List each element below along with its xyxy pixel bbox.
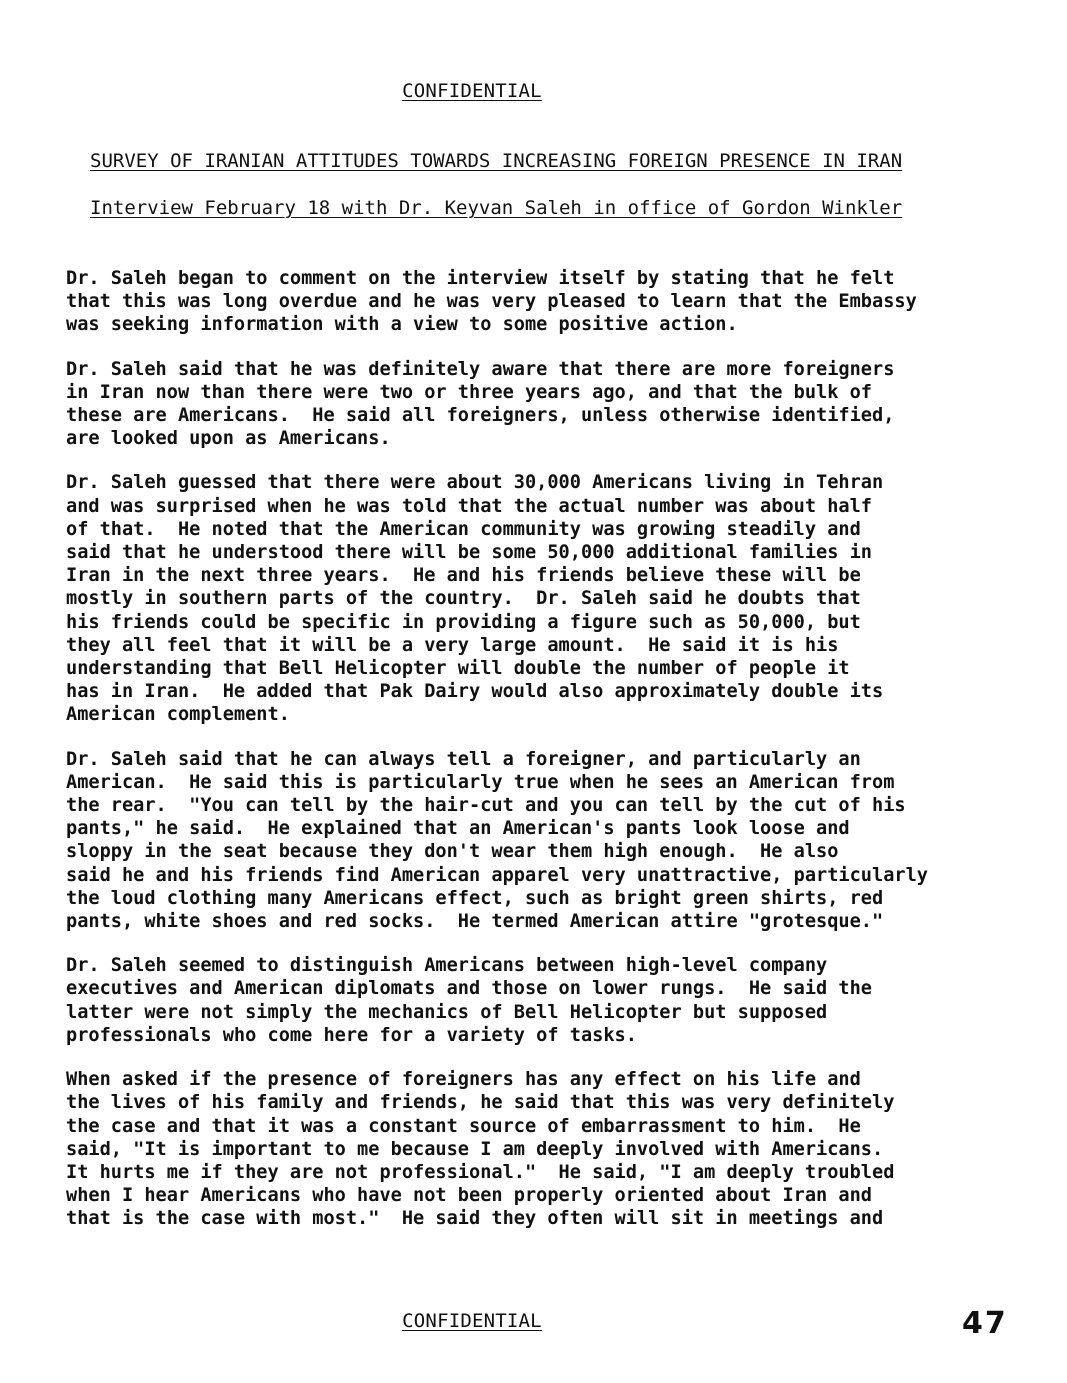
text-line: sloppy in the seat because they don't wear them high enough. He also bbox=[66, 841, 839, 863]
paragraph-1 bbox=[66, 267, 966, 337]
text-line: professionals who come here for a variety of tasks. bbox=[66, 1024, 637, 1046]
text-line: Dr. Saleh began to comment on the interview itself by stating that he felt bbox=[66, 268, 895, 289]
text-line: American complement. bbox=[66, 704, 290, 726]
text-line: was seeking information with a view to some positive action. bbox=[66, 314, 738, 336]
text-line: the rear. "You can tell by the hair-cut and you can tell by the cut of his bbox=[66, 795, 906, 817]
text-line: Dr. Saleh said that he was definitely aware that there are more foreigners bbox=[66, 358, 895, 380]
document-body bbox=[66, 267, 966, 1252]
text-line: American. He said this is particularly true when he sees an American from bbox=[66, 771, 895, 793]
text-line: these are Americans. He said all foreigners, unless otherwise identified, bbox=[66, 405, 895, 427]
text-line: when I hear Americans who have not been properly oriented about Iran and bbox=[66, 1185, 872, 1207]
paragraph-2 bbox=[66, 358, 966, 451]
text-line: the case and that it was a constant source of embarrassment to him. He bbox=[66, 1115, 861, 1137]
text-line: When asked if the presence of foreigners has any effect on his life and bbox=[66, 1069, 861, 1091]
text-line: latter were not simply the mechanics of Bell Helicopter but supposed bbox=[66, 1001, 828, 1023]
text-line: Dr. Saleh seemed to distinguish Americans between high-level company bbox=[66, 955, 828, 977]
text-line: Dr. Saleh guessed that there were about 30,000 Americans living in Tehran bbox=[66, 472, 884, 494]
text-line: executives and American diplomats and those on lower rungs. He said the bbox=[66, 978, 872, 1000]
paragraph-6 bbox=[66, 1068, 966, 1230]
text-line: the loud clothing many Americans effect, such as bright green shirts, red bbox=[66, 887, 884, 909]
text-line: Iran in the next three years. He and his friends believe these will be bbox=[66, 565, 861, 587]
text-line: Dr. Saleh said that he can always tell a foreigner, and particularly an bbox=[66, 748, 861, 770]
text-line: that is the case with most." He said they often will sit in meetings and bbox=[66, 1208, 884, 1230]
text-line: and was surprised when he was told that the actual number was about half bbox=[66, 495, 872, 517]
text-line: the lives of his family and friends, he said that this was very definitely bbox=[66, 1092, 895, 1114]
text-line: said that he understood there will be some 50,000 additional families in bbox=[66, 542, 872, 564]
document-title: SURVEY OF IRANIAN ATTITUDES TOWARDS INCREASING FOREIGN PRESENCE IN IRAN bbox=[90, 150, 903, 172]
page-number: 47 bbox=[962, 1306, 1008, 1341]
text-line: of that. He noted that the American community was growing steadily and bbox=[66, 518, 861, 540]
text-line: mostly in southern parts of the country. Dr. Saleh said he doubts that bbox=[66, 588, 861, 610]
text-line: has in Iran. He added that Pak Dairy would also approximately double its bbox=[66, 681, 884, 703]
text-line: pants," he said. He explained that an American's pants look loose and bbox=[66, 818, 850, 840]
text-line: are looked upon as Americans. bbox=[66, 428, 391, 450]
classification-marking-top: CONFIDENTIAL bbox=[402, 80, 542, 102]
text-line: in Iran now than there were two or three years ago, and that the bulk of bbox=[66, 381, 872, 403]
text-line: It hurts me if they are not professional." He said, "I am deeply troubled bbox=[66, 1161, 895, 1183]
text-line: said he and his friends find American apparel very unattractive, particularly bbox=[66, 864, 928, 886]
paragraph-4 bbox=[66, 748, 966, 934]
text-line: his friends could be specific in providing a figure such as 50,000, but bbox=[66, 611, 861, 633]
text-line: that this was long overdue and he was very pleased to learn that the Embassy bbox=[66, 291, 917, 313]
interview-subtitle: Interview February 18 with Dr. Keyvan Saleh in office of Gordon Winkler bbox=[90, 197, 903, 219]
text-line: understanding that Bell Helicopter will double the number of people it bbox=[66, 658, 850, 680]
paragraph-5 bbox=[66, 954, 966, 1047]
text-line: they all feel that it will be a very large amount. He said it is his bbox=[66, 634, 839, 656]
text-line: said, "It is important to me because I am deeply involved with Americans. bbox=[66, 1138, 884, 1160]
text-line: pants, white shoes and red socks. He termed American attire "grotesque." bbox=[66, 911, 884, 933]
classification-marking-bottom: CONFIDENTIAL bbox=[402, 1310, 542, 1332]
paragraph-3 bbox=[66, 471, 966, 726]
